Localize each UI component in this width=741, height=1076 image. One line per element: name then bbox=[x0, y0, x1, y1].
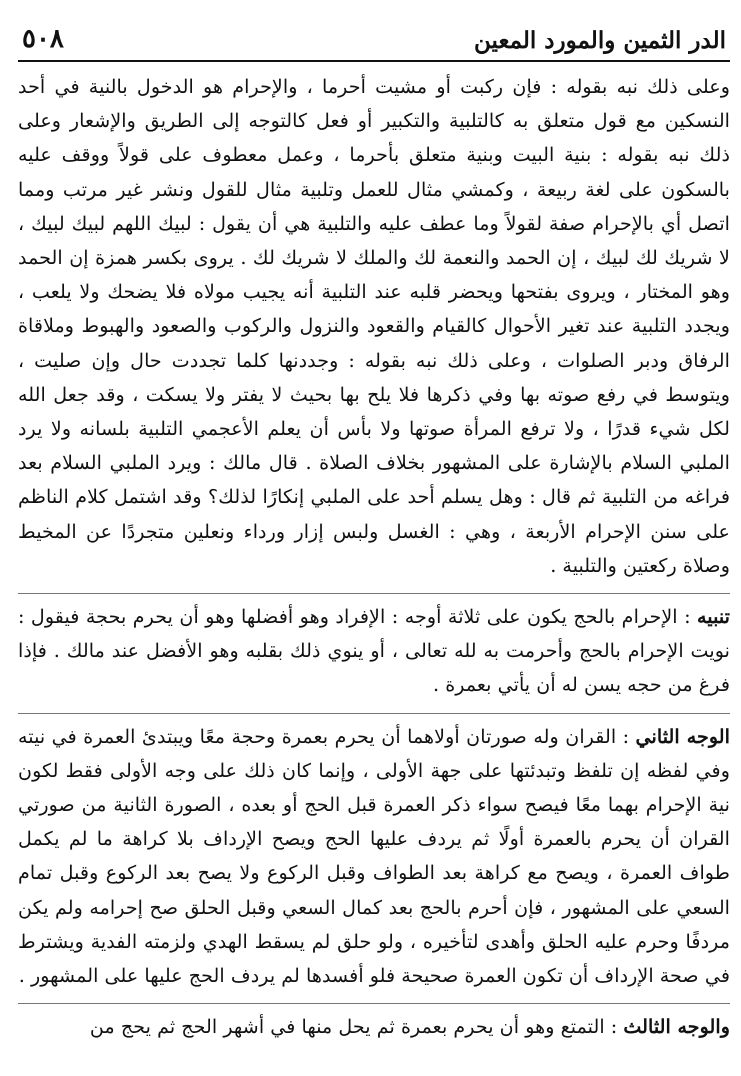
body-text bbox=[18, 70, 730, 1044]
second-way-block bbox=[18, 713, 730, 994]
paragraph-text: وعلى ذلك نبه بقوله : فإن ركبت أو مشيت أحرما ، والإحرام هو الدخول بالنية في أحد النسكين مع قول متعلق به كالتلبية والتكبير أو فعل كالتوجه إلى الطريق والإشعار وعلى ذلك نبه بقوله : بنية البيت وبنية متعلق بأحرما ، وعمل معطوف على قولاً ووقف عليه بالسكون على لغة ربيعة ، وكمشي مثال للعمل وتلبية مثال للقول ونشر غير مرتب ومما اتصل أي بالإحرام صفة لقولاً وما عطف عليه والتلبية هي أن يقول : لبيك اللهم لبيك لبيك ، لا شريك لك لبيك ، إن الحمد والنعمة لك والملك لا شريك لك . يروى بكسر همزة إن الحمد وهو المختار ، ويروى بفتحها ويحضر قلبه عند التلبية أنه يجيب مولاه فلا يضحك ولا يلعب ، ويجدد التلبية عند تغير الأحوال كالقيام والقعود والنزول والركوب والصعود والهبوط وملاقاة الرفاق ودبر الصلوات ، وعلى ذلك نبه بقوله : وجددنها كلما تجددت حال وإن صليت ، ويتوسط في رفع صوته بها وفي ذكرها فلا يلح بها بحيث لا يفتر ولا يسكت ، وقد جعل الله لكل شيء قدرًا ، ولا ترفع المرأة صوتها ولا بأس أن يعلم الأعجمي التلبية بلسانه ولا يرد الملبي السلام بالإشارة على المشهور بخلاف الصلاة . قال مالك : ويرد الملبي السلام بعد فراغه من التلبية ثم قال : وهل يسلم أحد على الملبي إنكارًا لذلك؟ وقد اشتمل كلام الناظم على سنن الإحرام الأربعة ، وهي : الغسل ولبس إزار ورداء ونعلين متجردًا عن المخيط وصلاة ركعتين والتلبية . bbox=[18, 75, 731, 577]
paragraph-text: : الإحرام بالحج يكون على ثلاثة أوجه : الإفراد وهو أفضلها وهو أن يحرم بحجة فيقول : نويت الإحرام بالحج وأحرمت به لله تعالى ، أو ينوي ذلك بقلبه وهو الأفضل عند مالك . فإذا فرغ من حجه يسن له أن يأتي بعمرة . bbox=[18, 605, 730, 697]
page-number: ٥٠٨ bbox=[22, 24, 64, 54]
book-page bbox=[18, 14, 730, 1064]
paragraph-lead: تنبيه bbox=[697, 605, 730, 629]
paragraph-text: : القران وله صورتان أولاهما أن يحرم بعمرة وحجة معًا ويبتدئ العمرة في نيته وفي لفظه إن تلفظ وتبدئتها على جهة الأولى ، وإنما كان ذلك على وجه الأولى فقط لكون نية الإحرام بهما معًا فيصح سواء ذكر العمرة قبل الحج أو بعده ، الصورة الثانية من صورتي القران أن يحرم بالعمرة أولًا ثم يردف عليها الحج ويصح الإرداف بلا كراهة ما لم يكمل طواف العمرة ، ويصح مع كراهة بعد الطواف وقبل الركوع ولا يصح بعد الركوع وقبل تمام السعي على المشهور ، فإن أحرم بالحج بعد كمال السعي وقبل الحلق صح إحرامه ولم يكن مردفًا وحرم عليه الحلق وأهدى لتأخيره ، ولو حلق لم يسقط الهدي ولزمته الفدية ويشترط في صحة الإرداف أن تكون العمرة صحيحة فلو أفسدها لم يردف الحج عليها على المشهور . bbox=[18, 724, 730, 988]
paragraph-lead: الوجه الثاني bbox=[635, 724, 730, 748]
page-header bbox=[18, 14, 730, 62]
paragraph-note bbox=[18, 600, 730, 703]
third-way-block bbox=[18, 1003, 730, 1044]
paragraph-lead: والوجه الثالث bbox=[623, 1015, 730, 1039]
paragraph-text: : التمتع وهو أن يحرم بعمرة ثم يحل منها في أشهر الحج ثم يحج من bbox=[89, 1015, 624, 1039]
paragraph-main bbox=[18, 70, 730, 583]
paragraph-second-way bbox=[18, 720, 730, 994]
paragraph-third-way bbox=[18, 1010, 730, 1044]
running-title: الدر الثمين والمورد المعين bbox=[474, 27, 726, 54]
note-block bbox=[18, 593, 730, 703]
